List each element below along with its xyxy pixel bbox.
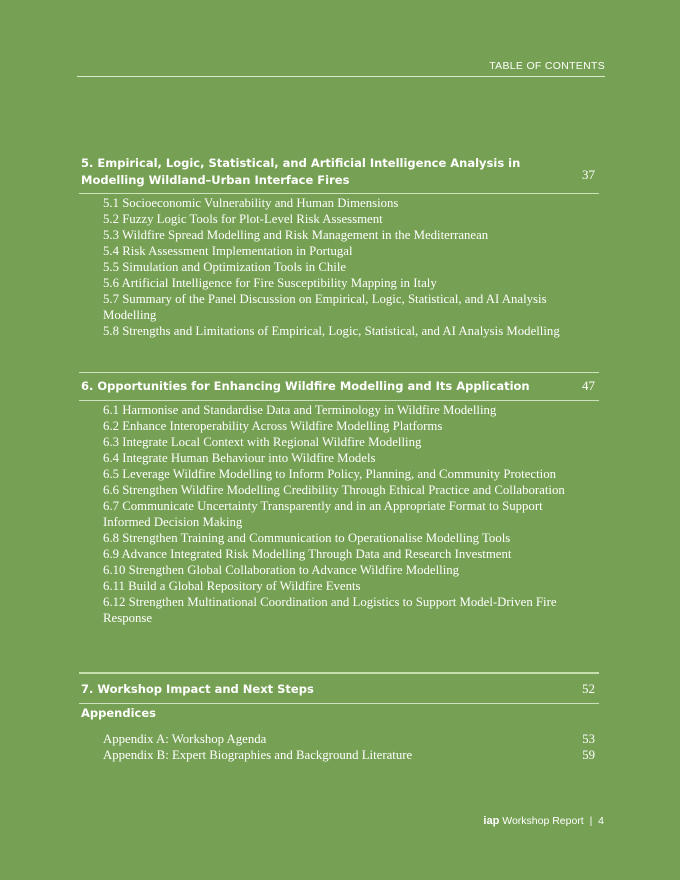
section-7-divider [79, 703, 599, 704]
toc-entry[interactable]: 6.7 Communicate Uncertainty Transparently and in an Appropriate Format to Support Informed Decision Making [103, 499, 543, 529]
appendix-b-page: 59 [582, 748, 595, 762]
section-6-title: 6. Opportunities for Enhancing Wildfire Modelling and Its Application [81, 379, 530, 393]
section-6-entries [103, 402, 568, 626]
appendices-title: Appendices [81, 706, 156, 720]
section-7-title: 7. Workshop Impact and Next Steps [81, 682, 314, 696]
toc-entry[interactable]: 6.4 Integrate Human Behaviour into Wildfire Models [103, 451, 376, 465]
section-5-entries [103, 195, 568, 339]
toc-entry[interactable]: 5.3 Wildfire Spread Modelling and Risk Management in the Mediterranean [103, 228, 489, 242]
toc-entry[interactable]: 6.11 Build a Global Repository of Wildfire Events [103, 579, 361, 593]
toc-entry[interactable]: 6.10 Strengthen Global Collaboration to Advance Wildfire Modelling [103, 563, 460, 577]
footer-report-label: Workshop Report [502, 815, 584, 827]
toc-entry[interactable]: 6.8 Strengthen Training and Communication to Operationalise Modelling Tools [103, 531, 511, 545]
appendices-heading [81, 705, 595, 722]
appendix-a-page: 53 [582, 732, 595, 746]
toc-entry[interactable]: 5.6 Artificial Intelligence for Fire Susceptibility Mapping in Italy [103, 276, 437, 290]
appendix-b-label: Appendix B: Expert Biographies and Background Literature [103, 748, 413, 762]
toc-entry[interactable]: 6.2 Enhance Interoperability Across Wildfire Modelling Platforms [103, 419, 443, 433]
section-6-page: 47 [582, 378, 595, 393]
toc-entry[interactable]: 5.2 Fuzzy Logic Tools for Plot-Level Risk Assessment [103, 212, 383, 226]
section-7-top-divider [79, 672, 599, 674]
toc-section-5[interactable] [81, 155, 595, 188]
toc-entry[interactable]: 6.12 Strengthen Multinational Coordination and Logistics to Support Model-Driven Fire Response [103, 595, 557, 625]
toc-entry[interactable]: 5.4 Risk Assessment Implementation in Portugal [103, 244, 353, 258]
toc-entry[interactable]: 6.6 Strengthen Wildfire Modelling Credibility Through Ethical Practice and Collaboration [103, 483, 565, 497]
page-footer [483, 815, 604, 827]
appendix-a-label: Appendix A: Workshop Agenda [103, 732, 267, 746]
appendix-b-entry[interactable] [103, 747, 595, 763]
section-6-top-divider [79, 372, 599, 373]
header-divider [77, 76, 605, 77]
toc-entry[interactable]: 5.1 Socioeconomic Vulnerability and Human Dimensions [103, 196, 399, 210]
section-5-title: 5. Empirical, Logic, Statistical, and Artificial Intelligence Analysis in Modelling Wildland–Urban Interface Fires [81, 156, 521, 187]
footer-brand-logo: iap [483, 815, 500, 827]
toc-entry[interactable]: 6.5 Leverage Wildfire Modelling to Inform Policy, Planning, and Community Protection [103, 467, 556, 481]
page-header-label: TABLE OF CONTENTS [489, 60, 605, 72]
toc-entry[interactable]: 5.8 Strengths and Limitations of Empirical, Logic, Statistical, and AI Analysis Modelling [103, 324, 560, 338]
section-7-page: 52 [582, 681, 595, 696]
toc-section-6[interactable] [81, 378, 595, 395]
section-5-divider [79, 193, 599, 194]
toc-entry[interactable]: 5.5 Simulation and Optimization Tools in Chile [103, 260, 347, 274]
section-5-page: 37 [582, 167, 595, 182]
appendix-a-entry[interactable] [103, 731, 595, 747]
toc-entry[interactable]: 6.9 Advance Integrated Risk Modelling Through Data and Research Investment [103, 547, 512, 561]
toc-entry[interactable]: 6.3 Integrate Local Context with Regional Wildfire Modelling [103, 435, 422, 449]
toc-entry[interactable]: 6.1 Harmonise and Standardise Data and Terminology in Wildfire Modelling [103, 403, 497, 417]
toc-entry[interactable]: 5.7 Summary of the Panel Discussion on Empirical, Logic, Statistical, and AI Analysis Modelling [103, 292, 547, 322]
section-6-divider [79, 400, 599, 401]
footer-page-number: 4 [598, 815, 604, 827]
toc-section-7[interactable] [81, 681, 595, 698]
footer-separator: | [589, 815, 593, 827]
